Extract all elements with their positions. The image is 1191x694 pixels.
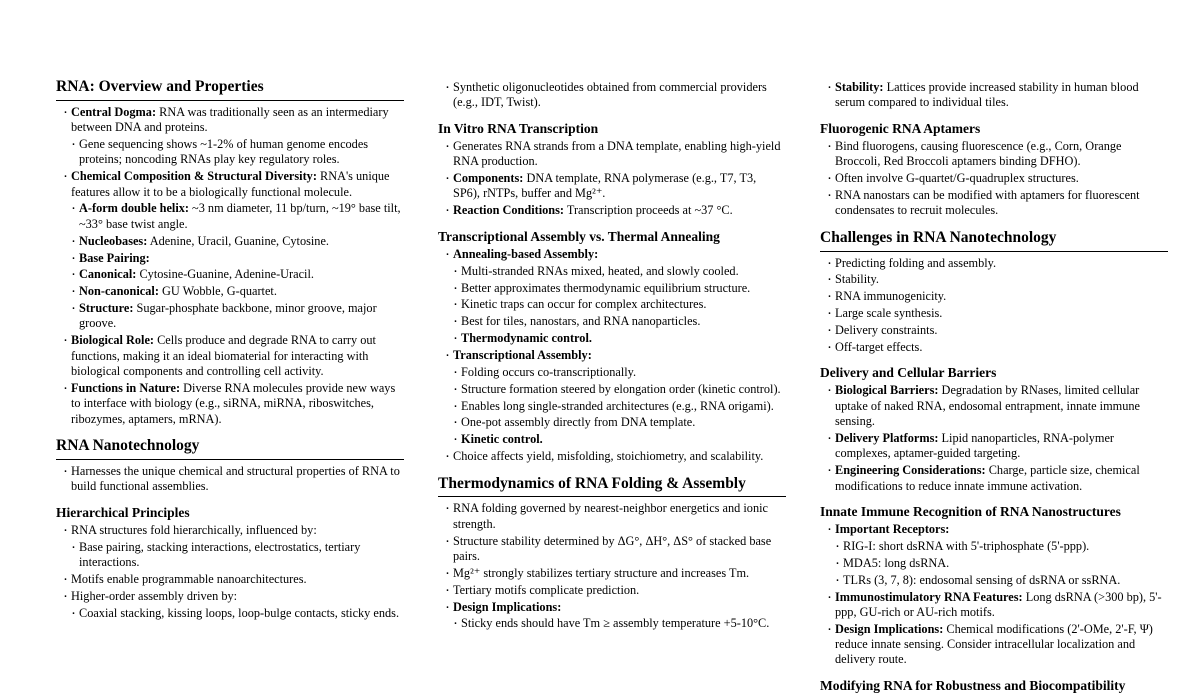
list-item: · Tertiary motifs complicate prediction. <box>444 583 786 598</box>
section-subheading: Modifying RNA for Robustness and Biocompatibility <box>820 677 1126 693</box>
list-item: · Delivery constraints. <box>826 323 1168 338</box>
section-subheading: In Vitro RNA Transcription <box>438 120 599 136</box>
section <box>438 80 786 111</box>
bullet-list <box>438 80 786 111</box>
section-heading: Thermodynamics of RNA Folding & Assembly <box>438 475 786 498</box>
bullet-list <box>438 139 786 219</box>
list-item: · Central Dogma: RNA was traditionally seen as an intermediary between DNA and proteins. <box>62 105 404 136</box>
section <box>820 121 1168 219</box>
list-item: · Transcriptional Assembly: <box>444 348 786 363</box>
section-heading: RNA Nanotechnology <box>56 437 404 460</box>
bullet-list <box>438 501 786 631</box>
section <box>438 229 786 465</box>
section-heading: Challenges in RNA Nanotechnology <box>820 229 1168 252</box>
list-item: · RNA folding governed by nearest-neighbor energetics and ionic strength. <box>444 501 786 532</box>
list-item: · Higher-order assembly driven by: <box>62 589 404 604</box>
column-2 <box>438 78 786 631</box>
bullet-list <box>56 523 404 621</box>
list-item: · Better approximates thermodynamic equilibrium structure. <box>452 281 786 296</box>
bullet-list <box>820 80 1168 111</box>
list-item: · RIG-I: short dsRNA with 5'-triphosphate (5'-ppp). <box>834 539 1168 554</box>
list-item: · A-form double helix: ~3 nm diameter, 11 bp/turn, ~19° base tilt, ~33° base twist angle. <box>70 201 404 232</box>
list-item: · MDA5: long dsRNA. <box>834 556 1168 571</box>
section <box>56 78 404 427</box>
list-item: · Base pairing, stacking interactions, electrostatics, tertiary interactions. <box>70 540 404 571</box>
list-item: · Stability: Lattices provide increased stability in human blood serum compared to individual tiles. <box>826 80 1168 111</box>
list-item: · Bind fluorogens, causing fluorescence (e.g., Corn, Orange Broccoli, Red Broccoli aptamers binding DFHO). <box>826 139 1168 170</box>
list-item: · Folding occurs co-transcriptionally. <box>452 365 786 380</box>
list-item: · Off-target effects. <box>826 340 1168 355</box>
list-item: · Structure stability determined by ΔG°, ΔH°, ΔS° of stacked base pairs. <box>444 534 786 565</box>
bullet-list <box>56 464 404 495</box>
list-item: · Mg²⁺ strongly stabilizes tertiary structure and increases Tm. <box>444 566 786 581</box>
section <box>820 365 1168 494</box>
list-item: · RNA nanostars can be modified with aptamers for fluorescent condensates to recruit molecules. <box>826 188 1168 219</box>
list-item: · Coaxial stacking, kissing loops, loop-bulge contacts, sticky ends. <box>70 606 404 621</box>
section-heading: RNA: Overview and Properties <box>56 78 404 101</box>
list-item: · Generates RNA strands from a DNA template, enabling high-yield RNA production. <box>444 139 786 170</box>
list-item: · Chemical Composition & Structural Diversity: RNA's unique features allow it to be a biologically functional molecule. <box>62 169 404 200</box>
list-item: · Stability. <box>826 272 1168 287</box>
section <box>820 80 1168 111</box>
list-item: · Base Pairing: <box>70 251 404 266</box>
list-item: · Multi-stranded RNAs mixed, heated, and slowly cooled. <box>452 264 786 279</box>
list-item: · Design Implications: <box>444 600 786 615</box>
list-item: · Enables long single-stranded architectures (e.g., RNA origami). <box>452 399 786 414</box>
section-subheading: Fluorogenic RNA Aptamers <box>820 120 981 136</box>
list-item: · One-pot assembly directly from DNA template. <box>452 415 786 430</box>
list-item: · Gene sequencing shows ~1-2% of human genome encodes proteins; noncoding RNAs play key regulatory roles. <box>70 137 404 168</box>
list-item: · Functions in Nature: Diverse RNA molecules provide new ways to interface with biology (e.g., siRNA, miRNA, riboswitches, ribozymes, aptamers, mRNA). <box>62 381 404 427</box>
list-item: · Structure: Sugar-phosphate backbone, minor groove, major groove. <box>70 301 404 332</box>
list-item: · Immunostimulatory RNA Features: Long dsRNA (>300 bp), 5'-ppp, GU-rich or AU-rich motifs. <box>826 590 1168 621</box>
list-item: · Sticky ends should have Tm ≥ assembly temperature +5-10°C. <box>452 616 786 631</box>
section <box>56 437 404 621</box>
list-item: · Large scale synthesis. <box>826 306 1168 321</box>
list-item: · Engineering Considerations: Charge, particle size, chemical modifications to reduce innate immune activation. <box>826 463 1168 494</box>
list-item: · RNA structures fold hierarchically, influenced by: <box>62 523 404 538</box>
list-item: · Structure formation steered by elongation order (kinetic control). <box>452 382 786 397</box>
list-item: · Components: DNA template, RNA polymerase (e.g., T7, T3, SP6), rNTPs, buffer and Mg²⁺. <box>444 171 786 202</box>
list-item: · Design Implications: Chemical modifications (2'-OMe, 2'-F, Ψ) reduce innate sensing. Consider intracellular localization and delivery route. <box>826 622 1168 668</box>
section <box>820 229 1168 355</box>
list-item: · TLRs (3, 7, 8): endosomal sensing of dsRNA or ssRNA. <box>834 573 1168 588</box>
list-item: · Motifs enable programmable nanoarchitectures. <box>62 572 404 587</box>
bullet-list <box>820 522 1168 668</box>
section <box>438 475 786 632</box>
list-item: · Canonical: Cytosine-Guanine, Adenine-Uracil. <box>70 267 404 282</box>
bullet-list <box>820 383 1168 494</box>
list-item: · Synthetic oligonucleotides obtained from commercial providers (e.g., IDT, Twist). <box>444 80 786 111</box>
section-subheading: Delivery and Cellular Barriers <box>820 365 997 381</box>
list-item: · RNA immunogenicity. <box>826 289 1168 304</box>
list-item: · Choice affects yield, misfolding, stoichiometry, and scalability. <box>444 449 786 464</box>
section-subheading: Transcriptional Assembly vs. Thermal Annealing <box>438 228 720 244</box>
list-item: · Biological Barriers: Degradation by RNases, limited cellular uptake of naked RNA, endosomal entrapment, innate immune sensing. <box>826 383 1168 429</box>
bullet-list <box>820 139 1168 219</box>
bullet-list <box>438 247 786 465</box>
list-item: · Harnesses the unique chemical and structural properties of RNA to build functional assemblies. <box>62 464 404 495</box>
list-item: · Nucleobases: Adenine, Uracil, Guanine, Cytosine. <box>70 234 404 249</box>
column-3 <box>820 78 1168 693</box>
section-subheading: Innate Immune Recognition of RNA Nanostructures <box>820 503 1121 519</box>
list-item: · Non-canonical: GU Wobble, G-quartet. <box>70 284 404 299</box>
list-item: · Thermodynamic control. <box>452 331 786 346</box>
list-item: · Best for tiles, nanostars, and RNA nanoparticles. <box>452 314 786 329</box>
section-subheading: Hierarchical Principles <box>56 504 190 520</box>
column-1 <box>56 78 404 626</box>
list-item: · Biological Role: Cells produce and degrade RNA to carry out functions, making it an ideal biomaterial for interacting with biological components and controlling cell activity. <box>62 333 404 379</box>
list-item: · Annealing-based Assembly: <box>444 247 786 262</box>
bullet-list <box>820 256 1168 356</box>
list-item: · Kinetic traps can occur for complex architectures. <box>452 297 786 312</box>
list-item: · Delivery Platforms: Lipid nanoparticles, RNA-polymer complexes, aptamer-guided targeting. <box>826 431 1168 462</box>
section <box>438 121 786 219</box>
list-item: · Important Receptors: <box>826 522 1168 537</box>
list-item: · Kinetic control. <box>452 432 786 447</box>
bullet-list <box>56 105 404 427</box>
list-item: · Reaction Conditions: Transcription proceeds at ~37 °C. <box>444 203 786 218</box>
section <box>820 678 1168 694</box>
section <box>820 504 1168 668</box>
list-item: · Predicting folding and assembly. <box>826 256 1168 271</box>
list-item: · Often involve G-quartet/G-quadruplex structures. <box>826 171 1168 186</box>
